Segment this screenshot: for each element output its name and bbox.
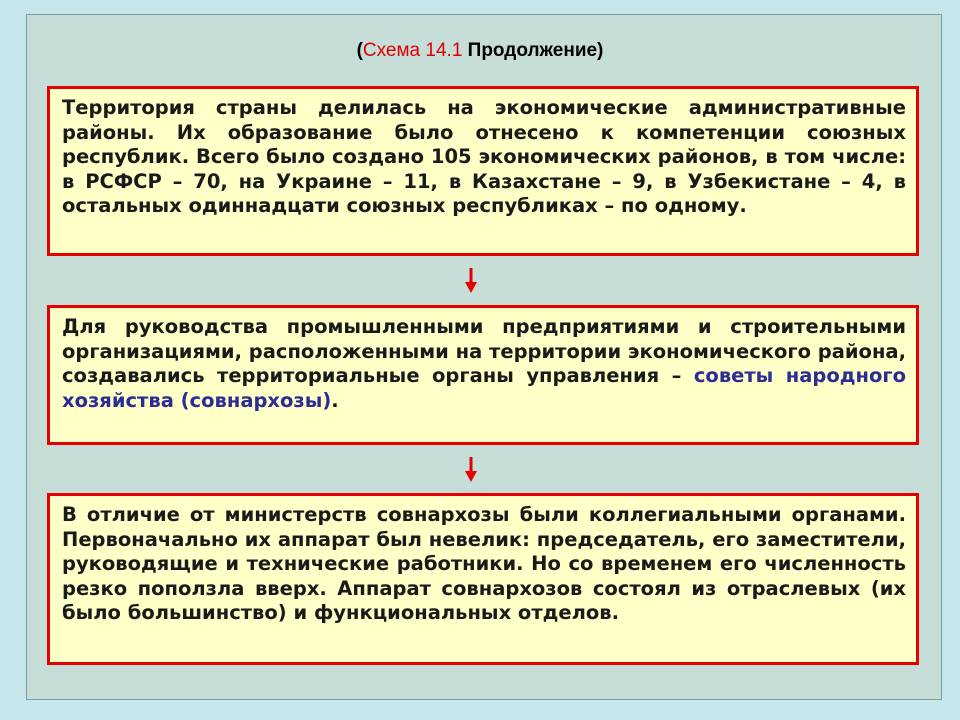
text-block-economic-regions [47, 86, 919, 256]
title-open-paren: ( [356, 40, 363, 61]
block-3-text: В отличие от министерств совнархозы были коллегиальными органами. Первоначально их аппарат был невелик: председатель, его заместители, руководящие и технические работники. Но со временем его численность резко поползла вверх. Аппарат совнархозов состоял из отраслевых (их было большинство) и функциональных отделов. [62, 503, 906, 624]
block-2-text: Для руководства промышленными предприятиями и строительными организациями, расположенными на территории экономического района, создавались территориальные органы управления – [62, 315, 906, 387]
block-1-text: Территория страны делилась на экономические административные районы. Их образование было отнесено к компетенции союзных республик. Всего было создано 105 экономических районов, в том числе: в РСФСР – 70, на Украине – 11, в Казахстане – 9, в Узбекистане – 4, в остальных одиннадцати союзных республиках – по одному. [62, 96, 906, 217]
slide-title [0, 40, 960, 62]
title-continuation: Продолжение) [462, 40, 604, 61]
text-block-sovnarkhoz-structure [47, 493, 919, 665]
block-2-highlight: советы народного хозяйства (совнархозы) [62, 364, 906, 412]
text-block-sovnarkhoz-creation [47, 305, 919, 445]
down-arrow-icon [463, 457, 479, 483]
schema-label: Схема 14.1 [362, 40, 463, 61]
block-2-tail: . [331, 388, 339, 412]
down-arrow-icon [463, 268, 479, 294]
